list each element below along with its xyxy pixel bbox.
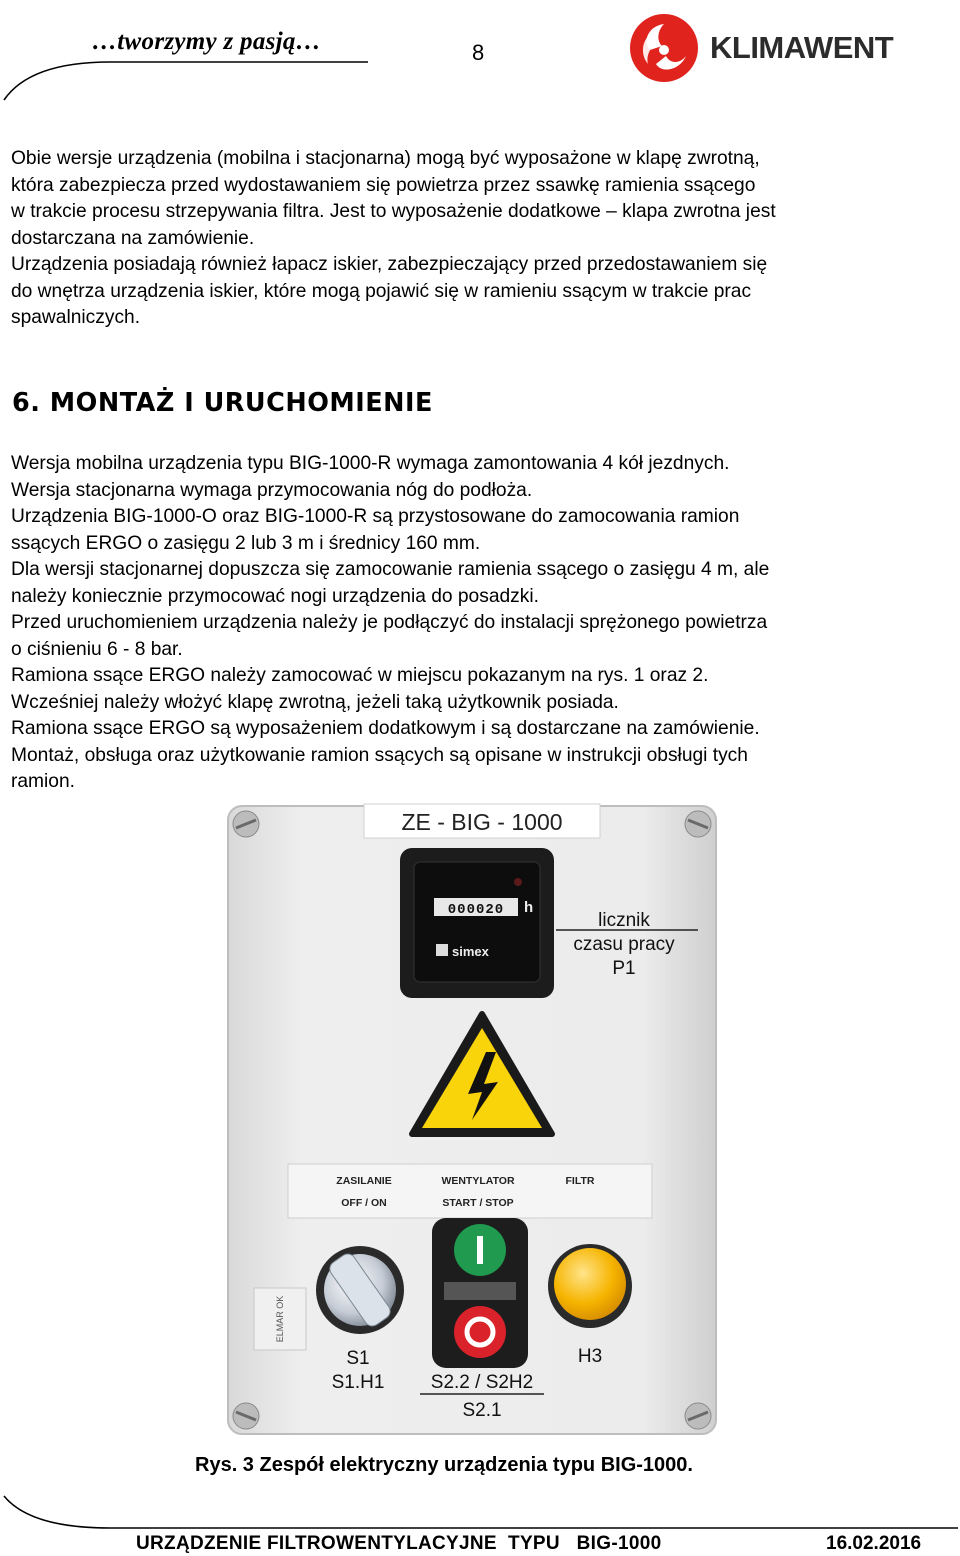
brand-logo — [628, 12, 893, 84]
text-line: o ciśnieniu 6 - 8 bar. — [11, 638, 183, 660]
footer-title: URZĄDZENIE FILTROWENTYLACYJNE TYPU BIG-1000 — [136, 1533, 662, 1554]
intro-paragraph — [11, 146, 941, 332]
text-line: Urządzenia posiadają również łapacz iskier, zabezpieczający przed przedostawaniem się — [11, 254, 768, 275]
strip-wentylator: WENTYLATOR — [441, 1175, 515, 1187]
counter-unit: h — [524, 899, 534, 916]
text-line: do wnętrza urządzenia iskier, które mogą pojawić się w ramieniu ssącym w trakcie prac — [11, 280, 752, 302]
start-stop-button — [432, 1218, 528, 1368]
panel-label: ZE - BIG - 1000 — [401, 809, 563, 835]
strip-off-on: OFF / ON — [341, 1197, 387, 1209]
text-line: dostarczana na zamówienie. — [11, 227, 255, 249]
text-line: ramion. — [11, 771, 75, 792]
text-line: Wersja mobilna urządzenia typu BIG-1000-R wymaga zamontowania 4 kół jezdnych. — [11, 453, 730, 474]
brand-name: KLIMAWENT — [710, 30, 894, 65]
text-line: Dla wersji stacjonarnej dopuszcza się zamocowanie ramienia ssącego o zasięgu 4 m, ale — [11, 559, 770, 580]
text-line: ssących ERGO o zasięgu 2 lub 3 m i średnicy 160 mm. — [11, 532, 481, 554]
electrical-panel-photo — [224, 802, 724, 1442]
section-heading: 6. MONTAŻ I URUCHOMIENIE — [12, 388, 433, 418]
screw-icon — [685, 811, 711, 837]
label-s1h1: S1.H1 — [331, 1372, 385, 1393]
meter-label-1: licznik — [598, 910, 650, 931]
screw-icon — [233, 811, 259, 837]
label-s1: S1 — [346, 1348, 370, 1369]
text-line: Montaż, obsługa oraz użytkowanie ramion ssących są opisane w instrukcji obsługi tych — [11, 744, 748, 766]
page-number: 8 — [472, 40, 485, 65]
strip-start-stop: START / STOP — [442, 1197, 514, 1209]
text-line: Przed uruchomieniem urządzenia należy je podłączyć do instalacji sprężonego powietrza — [11, 612, 768, 633]
label-s22: S2.2 / S2H2 — [430, 1372, 534, 1393]
filter-lamp-icon — [548, 1244, 632, 1328]
meter-label-3: P1 — [612, 958, 636, 979]
meter-label-2: czasu pracy — [573, 934, 675, 955]
text-line: która zabezpiecza przed wydostawaniem się powietrza przez ssawkę ramienia ssącego — [11, 174, 756, 196]
label-s21: S2.1 — [462, 1400, 502, 1421]
screw-icon — [233, 1403, 259, 1429]
text-line: Obie wersje urządzenia (mobilna i stacjonarna) mogą być wyposażone w klapę zwrotną, — [11, 148, 760, 169]
klimawent-fan-icon — [628, 12, 700, 84]
side-sticker: ELMAR OK — [275, 1295, 285, 1343]
main-switch-knob — [316, 1246, 404, 1334]
text-line: Urządzenia BIG-1000-O oraz BIG-1000-R są przystosowane do zamocowania ramion — [11, 506, 740, 527]
meter-brand: simex — [452, 944, 489, 959]
screw-icon — [685, 1403, 711, 1429]
section-body — [11, 451, 941, 796]
footer-date: 16.02.2016 — [826, 1533, 922, 1554]
text-line: w trakcie procesu strzepywania filtra. Jest to wyposażenie dodatkowe – klapa zwrotna jest — [11, 201, 776, 222]
text-line: Wersja stacjonarna wymaga przymocowania nóg do podłoża. — [11, 479, 533, 501]
strip-filtr: FILTR — [565, 1175, 595, 1187]
label-h3: H3 — [577, 1346, 603, 1367]
text-line: Ramiona ssące ERGO są wyposażeniem dodatkowym i są dostarczane na zamówienie. — [11, 718, 760, 739]
counter-digits: 000020 — [447, 902, 505, 918]
text-line: spawalniczych. — [11, 307, 141, 328]
text-line: należy koniecznie przymocować nogi urządzenia do posadzki. — [11, 585, 539, 607]
strip-zasilanie: ZASILANIE — [336, 1175, 392, 1187]
figure-caption: Rys. 3 Zespół elektryczny urządzenia typu BIG-1000. — [195, 1454, 693, 1476]
header-slogan: …tworzymy z pasją… — [92, 28, 322, 55]
text-line: Wcześniej należy włożyć klapę zwrotną, jeżeli taką użytkownik posiada. — [11, 691, 619, 713]
text-line: Ramiona ssące ERGO należy zamocować w miejscu pokazanym na rys. 1 oraz 2. — [11, 665, 709, 686]
